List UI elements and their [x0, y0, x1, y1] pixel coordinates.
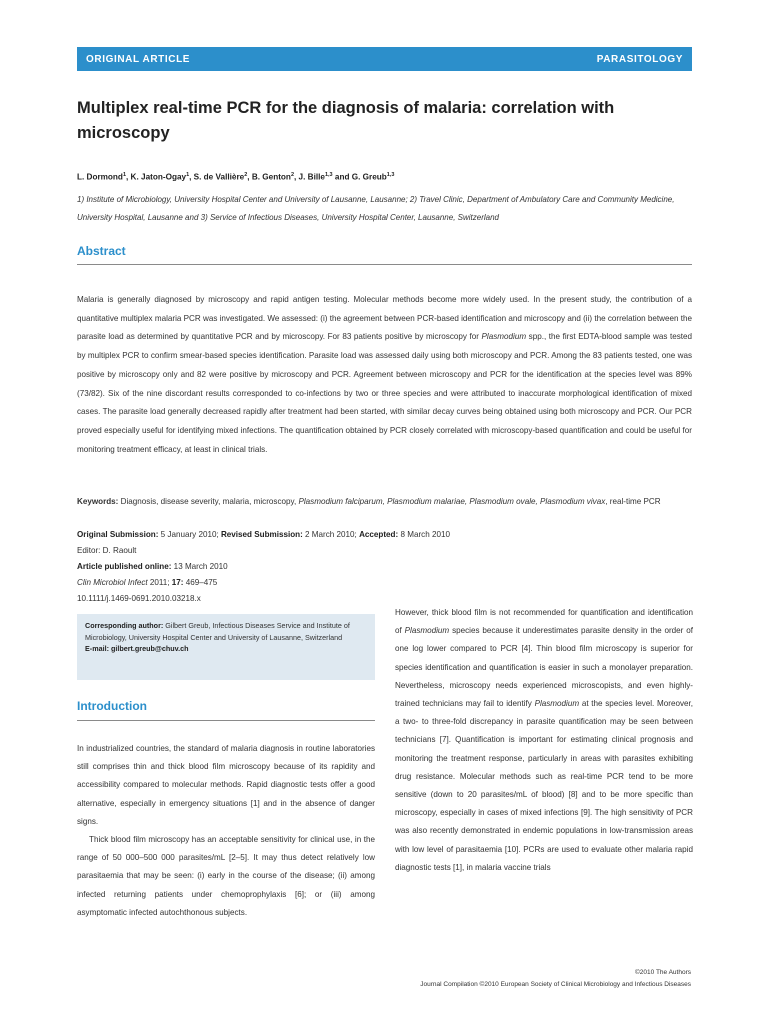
right-column-text: However, thick blood film is not recommended for quantification and identification of Plasmodium species because it underestimates parasite density in the order of one log lower compared to PCR [4]. Thin blood film microscopy is superior for species identification and quantification is easier in such a monolayer preparation. Nevertheless, microscopy needs experienced microscopists, and even highly-trained technicians may fail to identify Plasmodium at the species level. Moreover, a two- to three-fold discrepancy in parasite quantification may be seen between technicians [7]. Quantification is important for estimating clinical prognosis and monitoring the treatment response, particularly in areas with parasites exhibiting drug resistance. Molecular methods such as real-time PCR tend to be more sensitive (down to 20 parasites/mL of blood) [8] and to be more specific than microscopy, especially in cases of mixed infections [9]. The high sensitivity of PCR was also recently demonstrated in endemic populations in low-transmission areas with low level of parasitaemia [10]. PCRs are used to evaluate other malaria rapid diagnostic tests [1], in malaria vaccine trials [395, 608, 694, 872]
doi: 10.1111/j.1469-0691.2010.03218.x [77, 594, 201, 603]
affiliations: 1) Institute of Microbiology, University Hospital Center and University of Lausanne, Lausanne; 2) Travel Clinic, Department of Ambulatory Care and Community Medicine, University Hospital, Lausanne and 3) Service of Infectious Diseases, University Hospital Center, Lausanne, Switzerland [77, 195, 675, 222]
abstract-rule [77, 264, 692, 265]
copyright-journal: Journal Compilation ©2010 European Society of Clinical Microbiology and Infectious Diseases [420, 981, 691, 988]
keywords: Keywords: Diagnosis, disease severity, malaria, microscopy, Plasmodium falciparum, Plasmodium malariae, Plasmodium ovale, Plasmodium vivax, real-time PCR [77, 497, 661, 506]
submission-dates: Original Submission: 5 January 2010; Revised Submission: 2 March 2010; Accepted: 8 March 2010 [77, 530, 450, 539]
introduction-rule [77, 720, 375, 721]
section-label: PARASITOLOGY [596, 53, 683, 65]
article-banner [77, 47, 692, 71]
abstract-text: Malaria is generally diagnosed by microscopy and rapid antigen testing. Molecular methods become more widely used. In the present study, the contribution of a quantitative multiplex malaria PCR was investigated. We assessed: (i) the agreement between PCR-based identification and microscopy and (ii) the correlation between the parasite load as determined by quantitative PCR and by microscopy. For 83 patients positive by microscopy for Plasmodium spp., the first EDTA-blood sample was tested by multiplex PCR to confirm smear-based species identification. Parasite load was assessed daily using both microscopy and PCR. Among the 83 patients tested, one was positive by microscopy only and 82 were positive by microscopy and PCR. Agreement between microscopy and PCR for the identification at the species level was 89% (73/82). Six of the nine discordant results corresponded to co-infections by two or three species and were attributed to inaccurate morphological identification of mixed cases. The parasite load generally decreased rapidly after treatment had been started, with similar decay curves being obtained using both microscopy and PCR. Our PCR proved especially useful for identifying mixed infections. The quantification obtained by PCR closely correlated with microscopy-based quantification and could be useful for monitoring treatment efficacy, at least in clinical trials. [77, 295, 692, 454]
corresponding-email: E-mail: gilbert.greub@chuv.ch [85, 644, 189, 653]
introduction-text [77, 740, 375, 922]
corresponding-author-box: Corresponding author: Gilbert Greub, Infectious Diseases Service and Institute of Microbiology, University Hospital Center and University of Lausanne, Switzerland E-mail: gilbert.greub@chuv.ch [77, 614, 375, 680]
copyright-authors: ©2010 The Authors [635, 969, 691, 976]
editor: Editor: D. Raoult [77, 546, 137, 555]
introduction-heading: Introduction [77, 699, 147, 713]
citation: Clin Microbiol Infect 2011; 17: 469–475 [77, 578, 218, 587]
article-type-label: ORIGINAL ARTICLE [86, 53, 191, 65]
intro-paragraph-1: In industrialized countries, the standard of malaria diagnosis in routine laboratories still comprises thin and thick blood film microscopy because of its rapidity and accessibility compared to molecular methods. Rapid diagnostic tests offer a good alternative, especially in emergency situations [1] and in the absence of danger signs. [77, 744, 375, 826]
article-title: Multiplex real-time PCR for the diagnosis of malaria: correlation with microscopy [77, 99, 615, 142]
intro-paragraph-2: Thick blood film microscopy has an acceptable sensitivity for clinical use, in the range of 50 000–500 000 parasites/mL [2–5]. It may thus detect relatively low parasitaemia that may be seen: (i) early in the course of the disease; (ii) among infected returning patients under chemoprophylaxis [6]; or (iii) among asymptomatic infected autochthonous subjects. [77, 835, 375, 917]
abstract-heading: Abstract [77, 244, 126, 258]
published-online: Article published online: 13 March 2010 [77, 562, 228, 571]
author-list: L. Dormond$^1$, K. Jaton-Ogay$^1$, S. de Vallière$^2$, B. Genton$^2$, J. Bille$^{1,3}$ and G. Greub$^{1,3}$ [77, 172, 395, 182]
